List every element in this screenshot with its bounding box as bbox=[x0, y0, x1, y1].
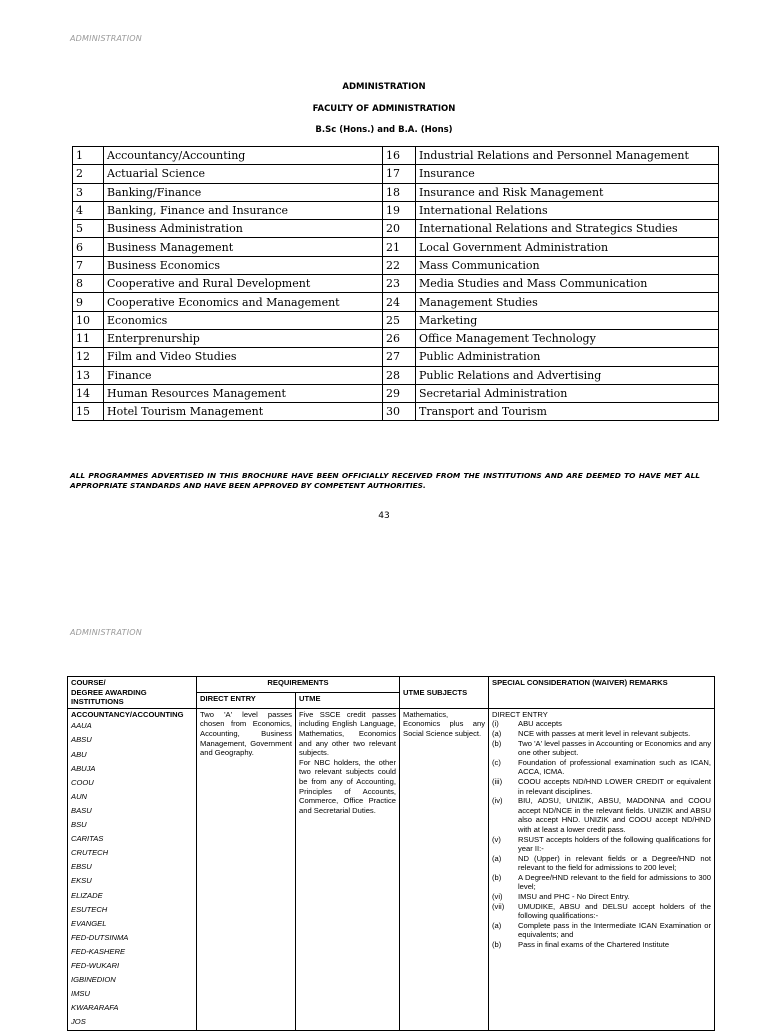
remarks-list bbox=[492, 719, 711, 949]
institution-item: AUN bbox=[71, 791, 88, 801]
remark-item bbox=[492, 796, 711, 834]
remark-text: NCE with passes at merit level in relevant subjects. bbox=[518, 728, 691, 738]
institution-item: CRUTECH bbox=[71, 848, 109, 858]
programme-number: 17 bbox=[383, 165, 416, 183]
programme-number: 18 bbox=[383, 183, 416, 201]
programme-name: Banking/Finance bbox=[104, 183, 383, 201]
programme-name: Media Studies and Mass Communication bbox=[416, 275, 719, 293]
requirements-table bbox=[67, 676, 715, 1031]
remark-marker: (a) bbox=[492, 920, 502, 930]
remark-item bbox=[492, 854, 711, 873]
programme-number: 4 bbox=[73, 201, 104, 219]
remark-text: Complete pass in the Intermediate ICAN Examination or equivalents; and bbox=[518, 920, 711, 940]
programme-number: 20 bbox=[383, 220, 416, 238]
remark-text: Two 'A' level passes in Accounting or Economics and any one other subject. bbox=[518, 738, 711, 758]
institution-item: ELIZADE bbox=[71, 890, 103, 900]
programme-number: 14 bbox=[73, 384, 104, 402]
faculty-title: FACULTY OF ADMINISTRATION bbox=[312, 104, 456, 114]
programme-name: Industrial Relations and Personnel Management bbox=[416, 147, 719, 165]
institution-item: EBSU bbox=[71, 862, 92, 872]
remark-text: UMUDIKE, ABSU and DELSU accept holders of the following qualifications:- bbox=[518, 901, 711, 921]
remark-item bbox=[492, 921, 711, 940]
notice-line-2: APPROPRIATE STANDARDS AND HAVE BEEN APPROVED BY COMPETENT AUTHORITIES. bbox=[70, 481, 426, 490]
programme-number: 7 bbox=[73, 256, 104, 274]
programme-name: Cooperative and Rural Development bbox=[104, 275, 383, 293]
utme-subjects-cell: Mathematics, Economics plus any Social Science subject. bbox=[400, 708, 489, 1031]
remark-text: IMSU and PHC - No Direct Entry. bbox=[518, 892, 630, 902]
programme-name: Local Government Administration bbox=[416, 238, 719, 256]
programme-name: Business Management bbox=[104, 238, 383, 256]
programme-number: 8 bbox=[73, 275, 104, 293]
remark-item bbox=[492, 902, 711, 921]
remark-item bbox=[492, 777, 711, 796]
programme-row bbox=[73, 384, 719, 402]
programme-name: Office Management Technology bbox=[416, 329, 719, 347]
programme-name: Business Economics bbox=[104, 256, 383, 274]
course-name: ACCOUNTANCY/ACCOUNTING bbox=[71, 709, 184, 719]
remark-text: ND (Upper) in relevant fields or a Degree/HND not relevant to the field for admissions to 200 level; bbox=[518, 853, 711, 873]
header-utme: UTME bbox=[296, 692, 400, 708]
programme-number: 27 bbox=[383, 348, 416, 366]
programme-row bbox=[73, 275, 719, 293]
programme-name: Finance bbox=[104, 366, 383, 384]
remark-marker: (b) bbox=[492, 738, 502, 748]
programme-name: Marketing bbox=[416, 311, 719, 329]
programme-row bbox=[73, 238, 719, 256]
remark-marker: (v) bbox=[492, 834, 501, 844]
programme-row bbox=[73, 165, 719, 183]
programme-name: Management Studies bbox=[416, 293, 719, 311]
remark-item bbox=[492, 758, 711, 777]
programme-number: 16 bbox=[383, 147, 416, 165]
programme-name: Film and Video Studies bbox=[104, 348, 383, 366]
header-direct-entry: DIRECT ENTRY bbox=[197, 692, 296, 708]
programme-name: Secretarial Administration bbox=[416, 384, 719, 402]
utme-text-1: Five SSCE credit passes including English Language, Mathematics, Economics and any other two relevant subjects. bbox=[299, 709, 396, 758]
remark-item bbox=[492, 739, 711, 758]
direct-entry-cell: Two 'A' level passes chosen from Economics, Accounting, Business Management, Government and Geography. bbox=[197, 708, 296, 1031]
programme-number: 29 bbox=[383, 384, 416, 402]
programme-name: Cooperative Economics and Management bbox=[104, 293, 383, 311]
running-head: ADMINISTRATION bbox=[70, 34, 142, 43]
institution-item: IGBINEDION bbox=[71, 975, 116, 985]
programme-number: 30 bbox=[383, 403, 416, 421]
programme-number: 19 bbox=[383, 201, 416, 219]
programme-name: Business Administration bbox=[104, 220, 383, 238]
remark-marker: (i) bbox=[492, 719, 499, 729]
remark-text: Pass in final exams of the Chartered Institute bbox=[518, 940, 670, 950]
programme-number: 24 bbox=[383, 293, 416, 311]
page-title: ADMINISTRATION bbox=[342, 82, 426, 92]
programme-name: Economics bbox=[104, 311, 383, 329]
remark-marker: (iii) bbox=[492, 776, 503, 786]
programme-name: Insurance bbox=[416, 165, 719, 183]
programme-number: 26 bbox=[383, 329, 416, 347]
programme-name: Human Resources Management bbox=[104, 384, 383, 402]
programme-number: 21 bbox=[383, 238, 416, 256]
institution-item: FED-KASHERE bbox=[71, 946, 126, 956]
programme-number: 6 bbox=[73, 238, 104, 256]
programme-row bbox=[73, 348, 719, 366]
programme-name: Public Relations and Advertising bbox=[416, 366, 719, 384]
remark-marker: (c) bbox=[492, 757, 501, 767]
programme-row bbox=[73, 311, 719, 329]
remark-item bbox=[492, 729, 711, 739]
notice-line-1: ALL PROGRAMMES ADVERTISED IN THIS BROCHURE HAVE BEEN OFFICIALLY RECEIVED FROM THE INSTITUTIONS AND ARE DEEMED TO HAVE MET ALL bbox=[70, 471, 700, 480]
remark-item bbox=[492, 719, 711, 729]
programme-number: 5 bbox=[73, 220, 104, 238]
remark-marker: (a) bbox=[492, 728, 502, 738]
programme-name: Transport and Tourism bbox=[416, 403, 719, 421]
remark-text: ABU accepts bbox=[518, 719, 562, 729]
institution-item: IMSU bbox=[71, 989, 90, 999]
utme-text-2: For NBC holders, the other two relevant subjects could be from any of Accounting, Principles of Accounts, Commerce, Office Practice and Secretarial Duties. bbox=[299, 757, 396, 815]
institution-item: AAUA bbox=[71, 721, 92, 731]
institution-item: EKSU bbox=[71, 876, 92, 886]
programme-row bbox=[73, 220, 719, 238]
programme-name: Banking, Finance and Insurance bbox=[104, 201, 383, 219]
remarks-title: DIRECT ENTRY bbox=[492, 709, 548, 719]
page-number: 43 bbox=[378, 511, 390, 521]
programme-number: 28 bbox=[383, 366, 416, 384]
programme-number: 2 bbox=[73, 165, 104, 183]
programme-number: 3 bbox=[73, 183, 104, 201]
remark-item bbox=[492, 940, 711, 950]
utme-cell bbox=[296, 708, 400, 1031]
programme-name: Actuarial Science bbox=[104, 165, 383, 183]
institution-item: JOS bbox=[71, 1017, 86, 1027]
programme-name: International Relations bbox=[416, 201, 719, 219]
institution-item: ABU bbox=[71, 749, 87, 759]
programme-name: Mass Communication bbox=[416, 256, 719, 274]
programme-row bbox=[73, 183, 719, 201]
remark-text: RSUST accepts holders of the following qualifications for year II:- bbox=[518, 834, 711, 854]
institution-item: EVANGEL bbox=[71, 918, 107, 928]
programme-row bbox=[73, 256, 719, 274]
programme-row bbox=[73, 403, 719, 421]
institution-list bbox=[71, 719, 193, 1029]
programme-number: 12 bbox=[73, 348, 104, 366]
programme-name: Public Administration bbox=[416, 348, 719, 366]
programme-row bbox=[73, 201, 719, 219]
remark-marker: (vii) bbox=[492, 901, 505, 911]
institution-item: ABUJA bbox=[71, 763, 96, 773]
header-special: SPECIAL CONSIDERATION (WAIVER) REMARKS bbox=[489, 677, 715, 709]
institution-item: FED-DUTSINMA bbox=[71, 932, 129, 942]
remark-text: BIU, ADSU, UNIZIK, ABSU, MADONNA and COOU accept ND/NCE in the relevant fields. UNIZIK and ABSU also accept HND. UNIZIK and COOU accept ND/HND with at least a lower credit pass. bbox=[518, 796, 711, 834]
programme-number: 23 bbox=[383, 275, 416, 293]
programme-row bbox=[73, 366, 719, 384]
programme-name: International Relations and Strategics Studies bbox=[416, 220, 719, 238]
programme-number: 25 bbox=[383, 311, 416, 329]
institution-item: BSU bbox=[71, 820, 87, 830]
programme-number: 22 bbox=[383, 256, 416, 274]
remark-text: COOU accepts ND/HND LOWER CREDIT or equivalent in relevant disciplines. bbox=[518, 776, 711, 796]
programme-row bbox=[73, 293, 719, 311]
running-head-2: ADMINISTRATION bbox=[70, 628, 142, 637]
remark-text: Foundation of professional examination such as ICAN, ACCA, ICMA. bbox=[518, 757, 711, 777]
programme-number: 13 bbox=[73, 366, 104, 384]
programme-number: 9 bbox=[73, 293, 104, 311]
programme-number: 1 bbox=[73, 147, 104, 165]
header-utme-subjects: UTME SUBJECTS bbox=[400, 677, 489, 709]
institution-item: ABSU bbox=[71, 735, 92, 745]
remark-marker: (vi) bbox=[492, 892, 503, 902]
institution-item: KWARARAFA bbox=[71, 1003, 119, 1013]
institution-item: BASU bbox=[71, 805, 92, 815]
course-cell bbox=[68, 708, 197, 1031]
remark-item bbox=[492, 873, 711, 892]
remark-item bbox=[492, 892, 711, 902]
remarks-cell bbox=[489, 708, 715, 1031]
remark-marker: (a) bbox=[492, 853, 502, 863]
programme-row bbox=[73, 147, 719, 165]
programme-number: 15 bbox=[73, 403, 104, 421]
programme-number: 11 bbox=[73, 329, 104, 347]
programme-name: Accountancy/Accounting bbox=[104, 147, 383, 165]
programmes-table bbox=[72, 146, 719, 421]
programme-number: 10 bbox=[73, 311, 104, 329]
remark-marker: (b) bbox=[492, 872, 502, 882]
degree-title: B.Sc (Hons.) and B.A. (Hons) bbox=[315, 125, 453, 135]
remark-marker: (iv) bbox=[492, 796, 503, 806]
programme-name: Insurance and Risk Management bbox=[416, 183, 719, 201]
header-requirements: REQUIREMENTS bbox=[197, 677, 400, 693]
remark-text: A Degree/HND relevant to the field for admissions to 300 level; bbox=[518, 872, 711, 892]
institution-item: ESUTECH bbox=[71, 904, 108, 914]
institution-item: CARITAS bbox=[71, 834, 104, 844]
institution-item: COOU bbox=[71, 777, 94, 787]
programme-name: Hotel Tourism Management bbox=[104, 403, 383, 421]
programme-name: Enterprenurship bbox=[104, 329, 383, 347]
programme-row bbox=[73, 329, 719, 347]
header-course: COURSE/ DEGREE AWARDING INSTITUTIONS bbox=[68, 677, 197, 709]
institution-item: FED-WUKARI bbox=[71, 960, 120, 970]
remark-item bbox=[492, 835, 711, 854]
remark-marker: (b) bbox=[492, 940, 502, 950]
